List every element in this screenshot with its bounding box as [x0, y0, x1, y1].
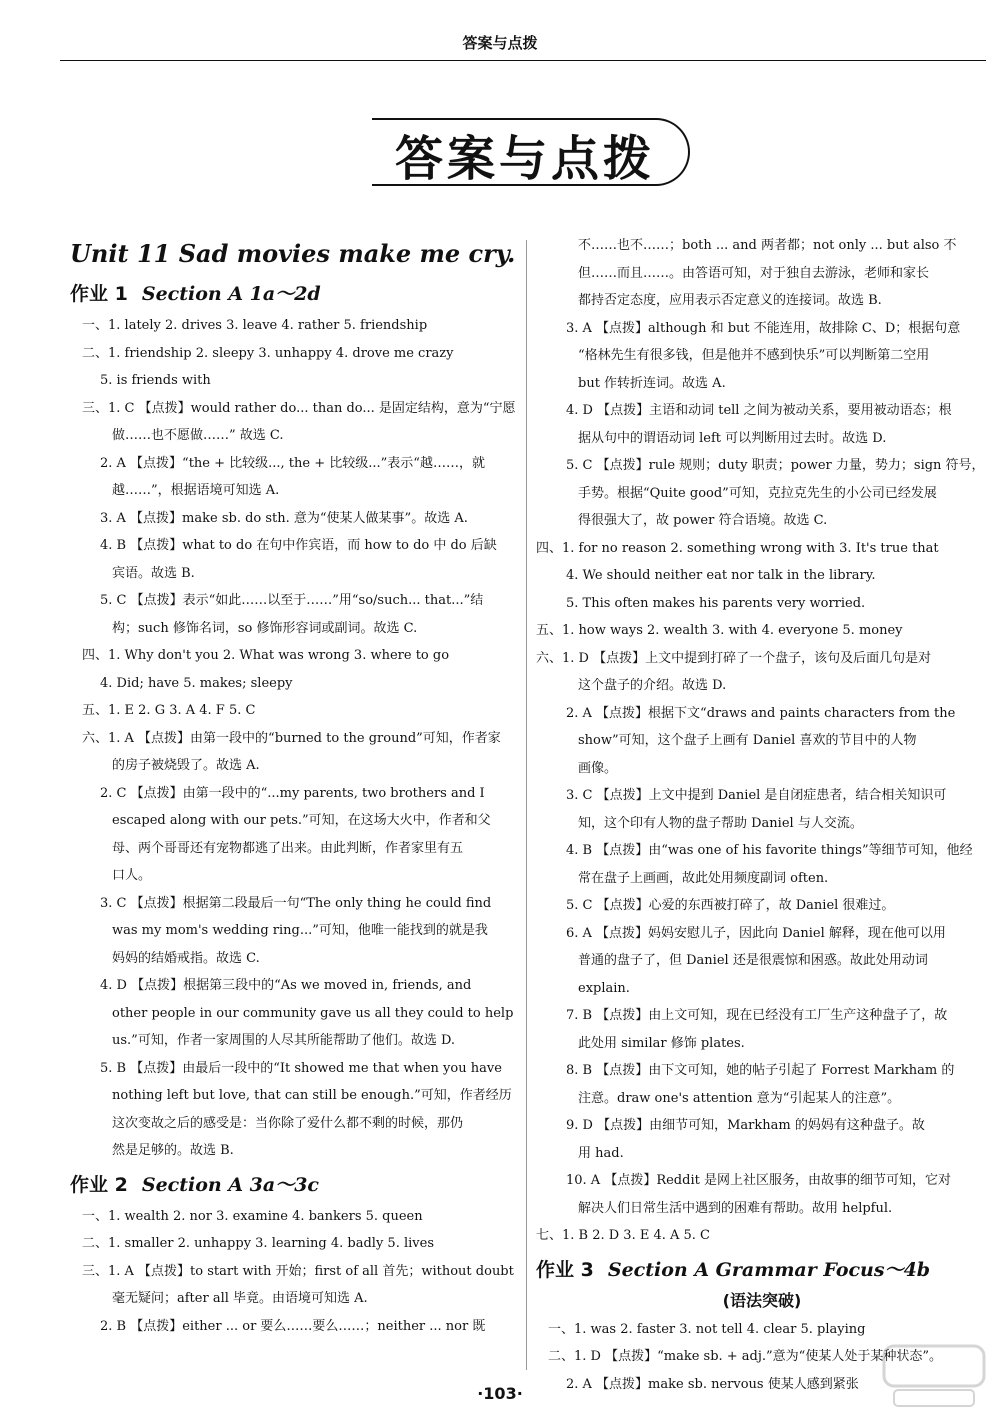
answer-line: 5. C 【点拨】rule 规则；duty 职责；power 力量，势力；sign 符号，	[566, 458, 985, 473]
answer-line: 越……”，根据语境可知选 A.	[112, 483, 280, 498]
answer-line: 2. A 【点拨】“the + 比较级..., the + 比较级...”表示“越……，就	[100, 455, 485, 471]
section-name: Section A 1a～2d	[141, 283, 321, 305]
page-number: ·103·	[477, 1384, 523, 1403]
watermark-logo	[880, 1340, 990, 1412]
answer-line: 得很强大了，故 power 符合语境。故选 C.	[578, 513, 828, 528]
answer-line: 毫无疑问；after all 毕竟。由语境可知选 A.	[112, 1291, 368, 1306]
answer-line: 妈妈的结婚戒指。故选 C.	[112, 950, 260, 966]
answer-line: 3. A 【点拨】make sb. do sth. 意为“使某人做某事”。故选 A.	[100, 510, 468, 526]
answer-line: 知，这个印有人物的盘子帮助 Daniel 与人交流。	[578, 815, 863, 831]
answer-line: 手势。根据“Quite good”可知，克拉克先生的小公司已经发展	[578, 485, 937, 501]
answer-line: but 作转折连词。故选 A.	[578, 375, 726, 391]
homework-number: 作业 3	[536, 1258, 594, 1281]
answer-line: 二、1. D 【点拨】“make sb. + adj.”意为“使某人处于某种状态”。	[548, 1349, 942, 1364]
answer-line: 3. C 【点拨】上文中提到 Daniel 是自闭症患者，结合相关知识可	[566, 788, 947, 803]
answer-line: 二、1. friendship 2. sleepy 3. unhappy 4. drove me crazy	[82, 345, 454, 361]
answer-line: 四、1. Why don't you 2. What was wrong 3. where to go	[82, 648, 450, 663]
answer-line: us.”可知，作者一家周围的人尽其所能帮助了他们。故选 D.	[112, 1033, 456, 1048]
answer-line: 一、1. lately 2. drives 3. leave 4. rather 5. friendship	[82, 318, 428, 333]
answer-line: 据从句中的谓语动词 left 可以判断用过去时。故选 D.	[578, 430, 887, 446]
answer-line: 这次变故之后的感受是：当你除了爱什么都不剩的时候，那仍	[112, 1115, 464, 1131]
page-title: 答案与点拨	[395, 131, 656, 187]
answer-line: 5. B 【点拨】由最后一段中的“It showed me that when you have	[100, 1060, 502, 1076]
answer-line: 7. B 【点拨】由上文可知，现在已经没有工厂生产这种盘子了，故	[566, 1008, 948, 1023]
running-head: 答案与点拨	[462, 34, 538, 52]
right-column	[536, 232, 988, 1398]
answer-line: 9. D 【点拨】由细节可知，Markham 的妈妈有这种盘子。故	[566, 1118, 925, 1133]
header-rule	[60, 60, 986, 61]
answer-line: 3. A 【点拨】although 和 but 不能连用，故排除 C、D；根据句意	[566, 320, 961, 336]
right-column-body	[536, 232, 988, 1398]
section-subtitle: (语法突破)	[722, 1290, 802, 1310]
answer-line: 注意。draw one's attention 意为“引起某人的注意”。	[578, 1090, 901, 1106]
answer-line: 然是足够的。故选 B.	[112, 1143, 234, 1158]
answer-line: 2. A 【点拨】make sb. nervous 使某人感到紧张	[566, 1376, 859, 1392]
answer-line: 3. C 【点拨】根据第二段最后一句“The only thing he could find	[100, 895, 492, 911]
left-column-body	[70, 280, 516, 1340]
answer-line: 二、1. smaller 2. unhappy 3. learning 4. badly 5. lives	[82, 1236, 434, 1251]
column-divider	[526, 240, 527, 1370]
answer-line: 口人。	[112, 868, 152, 883]
answer-line: 4. D 【点拨】根据第三段中的“As we moved in, friends, and	[100, 978, 472, 993]
answer-line: 4. B 【点拨】what to do 在句中作宾语，而 how to do 中 do 后缺	[100, 538, 497, 553]
answer-line: 常在盘子上画画，故此处用频度副词 often.	[578, 870, 829, 886]
answer-line: 三、1. C 【点拨】would rather do... than do... 是固定结构，意为“宁愿	[82, 400, 516, 416]
section-heading	[536, 1256, 988, 1284]
answer-line: show”可知，这个盘子上画有 Daniel 喜欢的节目中的人物	[578, 733, 917, 748]
answer-line: 不……也不……；both ... and 两者都；not only ... but also 不	[578, 238, 957, 253]
answer-line: 五、1. E 2. G 3. A 4. F 5. C	[82, 703, 256, 718]
section-heading	[70, 1171, 516, 1199]
answer-line: 此处用 similar 修饰 plates.	[578, 1035, 745, 1051]
answer-line: 但……而且……。由答语可知，对于独自去游泳，老师和家长	[578, 265, 930, 281]
answer-line: 四、1. for no reason 2. something wrong with 3. It's true that	[536, 540, 939, 556]
answer-line: 4. B 【点拨】由“was one of his favorite things”等细节可知，他经	[566, 843, 973, 858]
answer-line: 都持否定态度，应用表示否定意义的连接词。故选 B.	[578, 293, 882, 308]
answer-line: 4. Did; have 5. makes; sleepy	[100, 675, 293, 691]
answer-line: 2. C 【点拨】由第一段中的“...my parents, two brothers and I	[100, 785, 485, 801]
answer-line: 一、1. was 2. faster 3. not tell 4. clear 5. playing	[548, 1321, 866, 1337]
answer-line: 5. This often makes his parents very worried.	[566, 595, 866, 611]
answer-line: 4. We should neither eat nor talk in the library.	[566, 568, 876, 583]
answer-line: “格林先生有很多钱，但是他并不感到快乐”可以判断第二空用	[578, 348, 930, 363]
answer-line: 8. B 【点拨】由下文可知，她的帖子引起了 Forrest Markham 的	[566, 1063, 955, 1078]
answer-line: 2. A 【点拨】根据下文“draws and paints characters from the	[566, 705, 956, 721]
answer-line: 五、1. how ways 2. wealth 3. with 4. everyone 5. money	[536, 623, 903, 638]
answer-line: 画像。	[578, 760, 618, 776]
answer-line: 宾语。故选 B.	[112, 565, 195, 581]
answer-line: 这个盘子的介绍。故选 D.	[578, 678, 727, 693]
answer-line: 母、两个哥哥还有宠物都逃了出来。由此判断，作者家里有五	[112, 840, 464, 856]
answer-line: escaped along with our pets.”可知，在这场大火中，作者和父	[112, 813, 491, 828]
answer-line: 解决人们日常生活中遇到的困难有帮助。故用 helpful.	[578, 1200, 893, 1216]
answer-line: 构；such 修饰名词，so 修饰形容词或副词。故选 C.	[112, 620, 418, 636]
unit-title: Unit 11 Sad movies make me cry.	[70, 239, 516, 268]
section-name: Section A Grammar Focus～4b	[607, 1258, 931, 1281]
answer-line: 用 had.	[578, 1145, 624, 1161]
answer-line: 六、1. A 【点拨】由第一段中的“burned to the ground”可知，作者家	[82, 730, 501, 746]
homework-number: 作业 2	[70, 1173, 128, 1196]
answer-line: other people in our community gave us all they could to help	[112, 1005, 514, 1021]
answer-line: 6. A 【点拨】妈妈安慰儿子，因此向 Daniel 解释，现在他可以用	[566, 925, 946, 941]
answer-line: 六、1. D 【点拨】上文中提到打碎了一个盘子，该句及后面几句是对	[536, 650, 932, 666]
answer-line: 4. D 【点拨】主语和动词 tell 之间为被动关系，要用被动语态；根	[566, 403, 952, 418]
left-column	[70, 234, 516, 1340]
answer-line: explain.	[578, 980, 630, 996]
answer-line: nothing left but love, that can still be enough.”可知，作者经历	[112, 1088, 512, 1103]
homework-number: 作业 1	[70, 283, 128, 305]
answer-line: 三、1. A 【点拨】to start with 开始；first of all 首先；without doubt	[82, 1263, 514, 1279]
answer-line: 普通的盘子了，但 Daniel 还是很震惊和困惑。故此处用动词	[578, 953, 928, 968]
answer-line: 5. is friends with	[100, 373, 211, 388]
answer-line: 的房子被烧毁了。故选 A.	[112, 758, 260, 773]
answer-line: 10. A 【点拨】Reddit 是网上社区服务，由故事的细节可知，它对	[566, 1173, 951, 1188]
answer-line: 做……也不愿做……” 故选 C.	[112, 428, 284, 443]
answer-line: was my mom's wedding ring...”可知，他唯一能找到的就是我	[112, 923, 488, 938]
answer-line: 七、1. B 2. D 3. E 4. A 5. C	[536, 1228, 711, 1243]
answer-line: 2. B 【点拨】either ... or 要么……要么……；neither ... nor 既	[100, 1318, 486, 1334]
section-name: Section A 3a～3c	[141, 1173, 319, 1196]
answer-line: 5. C 【点拨】表示“如此……以至于……”用“so/such... that...”结	[100, 593, 484, 608]
answer-line: 5. C 【点拨】心爱的东西被打碎了，故 Daniel 很难过。	[566, 898, 895, 913]
section-heading	[70, 280, 516, 308]
answer-line: 一、1. wealth 2. nor 3. examine 4. bankers 5. queen	[82, 1208, 423, 1224]
